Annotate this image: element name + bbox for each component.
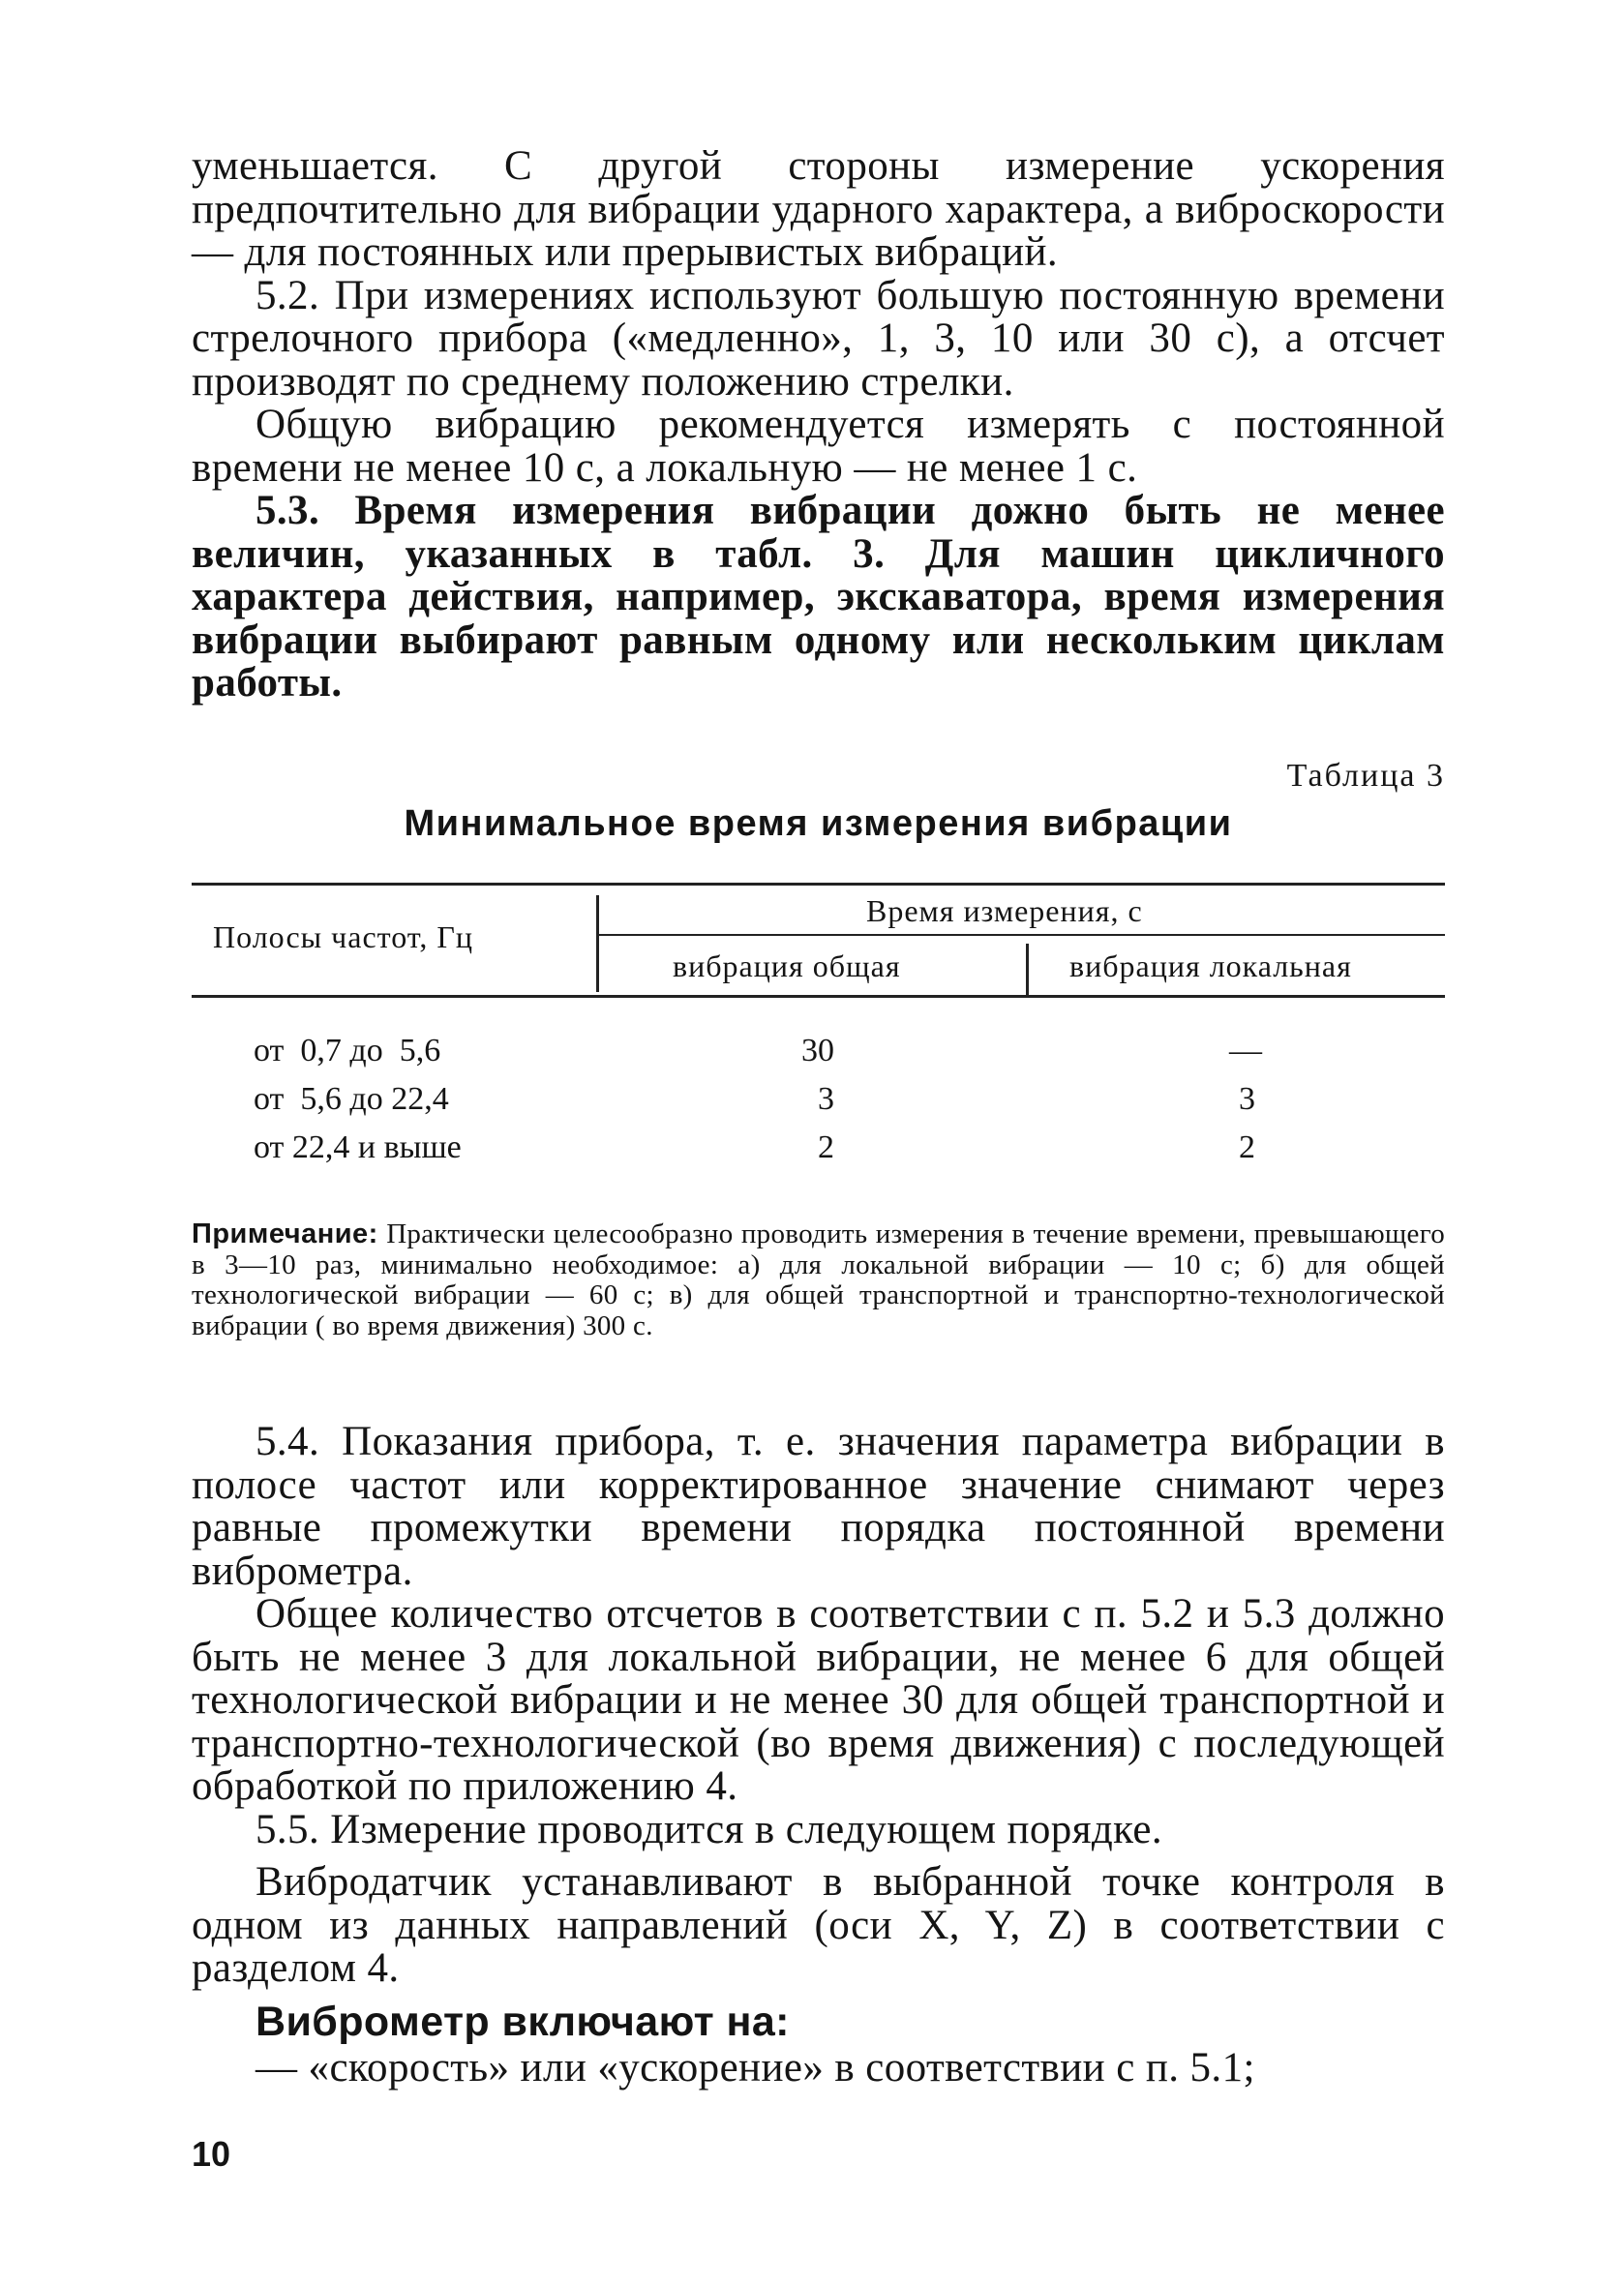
table-vertical-rule-1: [596, 895, 599, 992]
table-header-bottom-rule: [192, 995, 1445, 998]
paragraph-5-4: 5.4. Показания прибора, т. е. значения параметра вибрации в полосе частот или корректированное значение снимают через равные промежутки времени порядка постоянной времени виброметра.: [192, 1419, 1445, 1594]
cell-frequency: от 5,6 до 22,4: [254, 1081, 449, 1117]
cell-frequency: от 22,4 и выше: [254, 1129, 462, 1165]
paragraph-vibrometer-on: Виброметр включают на:: [256, 1998, 790, 2045]
cell-frequency: от 0,7 до 5,6: [254, 1033, 441, 1068]
paragraph-5-3: 5.3. Время измерения вибрации дожно быть не менее величин, указанных в табл. 3. Для машин цикличного характера действия, например, экскаватора, время измерения вибрации выбирают равным одному или нескольким циклам работы.: [192, 488, 1445, 706]
paragraph-5-2: 5.2. При измерениях используют большую постоянную времени стрелочного прибора («медленно», 1, 3, 10 или 30 с), а отсчет производят по среднему положению стрелки.: [192, 272, 1445, 405]
header-frequency-bands: Полосы частот, Гц: [213, 919, 473, 954]
cell-local: —: [1229, 1033, 1262, 1068]
paragraph-continuation: уменьшается. С другой стороны измерение ускорения предпочтительно для вибрации ударного характера, а виброскорости — для постоянных или прерывистых вибраций.: [192, 143, 1445, 275]
table-vertical-rule-2: [1026, 944, 1029, 995]
cell-local: 3: [1239, 1081, 1255, 1117]
table-number: Таблица 3: [1286, 758, 1445, 794]
paragraph-general-vibration: Общую вибрацию рекомендуется измерять с постоянной времени не менее 10 с, а локальную — не менее 1 с.: [192, 402, 1445, 491]
header-local-vibration: вибрация локальная: [1069, 948, 1352, 983]
cell-general: 3: [818, 1081, 834, 1117]
table-subheader-rule: [598, 934, 1445, 936]
table-note: [192, 1219, 1445, 1341]
table-title: Минимальное время измерения вибрации: [404, 803, 1233, 844]
paragraph-5-5: 5.5. Измерение проводится в следующем порядке.: [256, 1806, 1163, 1852]
table-top-rule: [192, 883, 1445, 886]
paragraph-readings-count: Общее количество отсчетов в соответствии с п. 5.2 и 5.3 должно быть не менее 3 для локальной вибрации, не менее 6 для общей технологической вибрации и не менее 30 для общей транспортной и транспортно-технологической (во время движения) с последующей обработкой по приложению 4.: [192, 1591, 1445, 1809]
cell-general: 2: [818, 1129, 834, 1165]
page-number: 10: [192, 2134, 231, 2174]
note-text: Практически целесообразно проводить измерения в течение времени, превышающего в 3—10 раз, минимально необходимое: а) для локальной вибрации — 10 с; б) для общей технологической вибрации — 60 с; в) для общей транспортной и транспортно-технологической вибрации ( во время движения) 300 с.: [192, 1218, 1445, 1341]
cell-general: 30: [801, 1033, 834, 1068]
paragraph-speed-acceleration: — «скорость» или «ускорение» в соответствии с п. 5.1;: [256, 2045, 1255, 2090]
header-measurement-time: Время измерения, с: [866, 893, 1143, 928]
paragraph-sensor-install: Вибродатчик устанавливают в выбранной точке контроля в одном из данных направлений (оси X, Y, Z) в соответствии с разделом 4.: [192, 1859, 1445, 1991]
cell-local: 2: [1239, 1129, 1255, 1165]
top-text-block: [192, 145, 1445, 706]
bottom-text-block: [192, 1421, 1445, 2090]
header-general-vibration: вибрация общая: [673, 948, 901, 983]
note-label: Примечание:: [192, 1218, 378, 1249]
